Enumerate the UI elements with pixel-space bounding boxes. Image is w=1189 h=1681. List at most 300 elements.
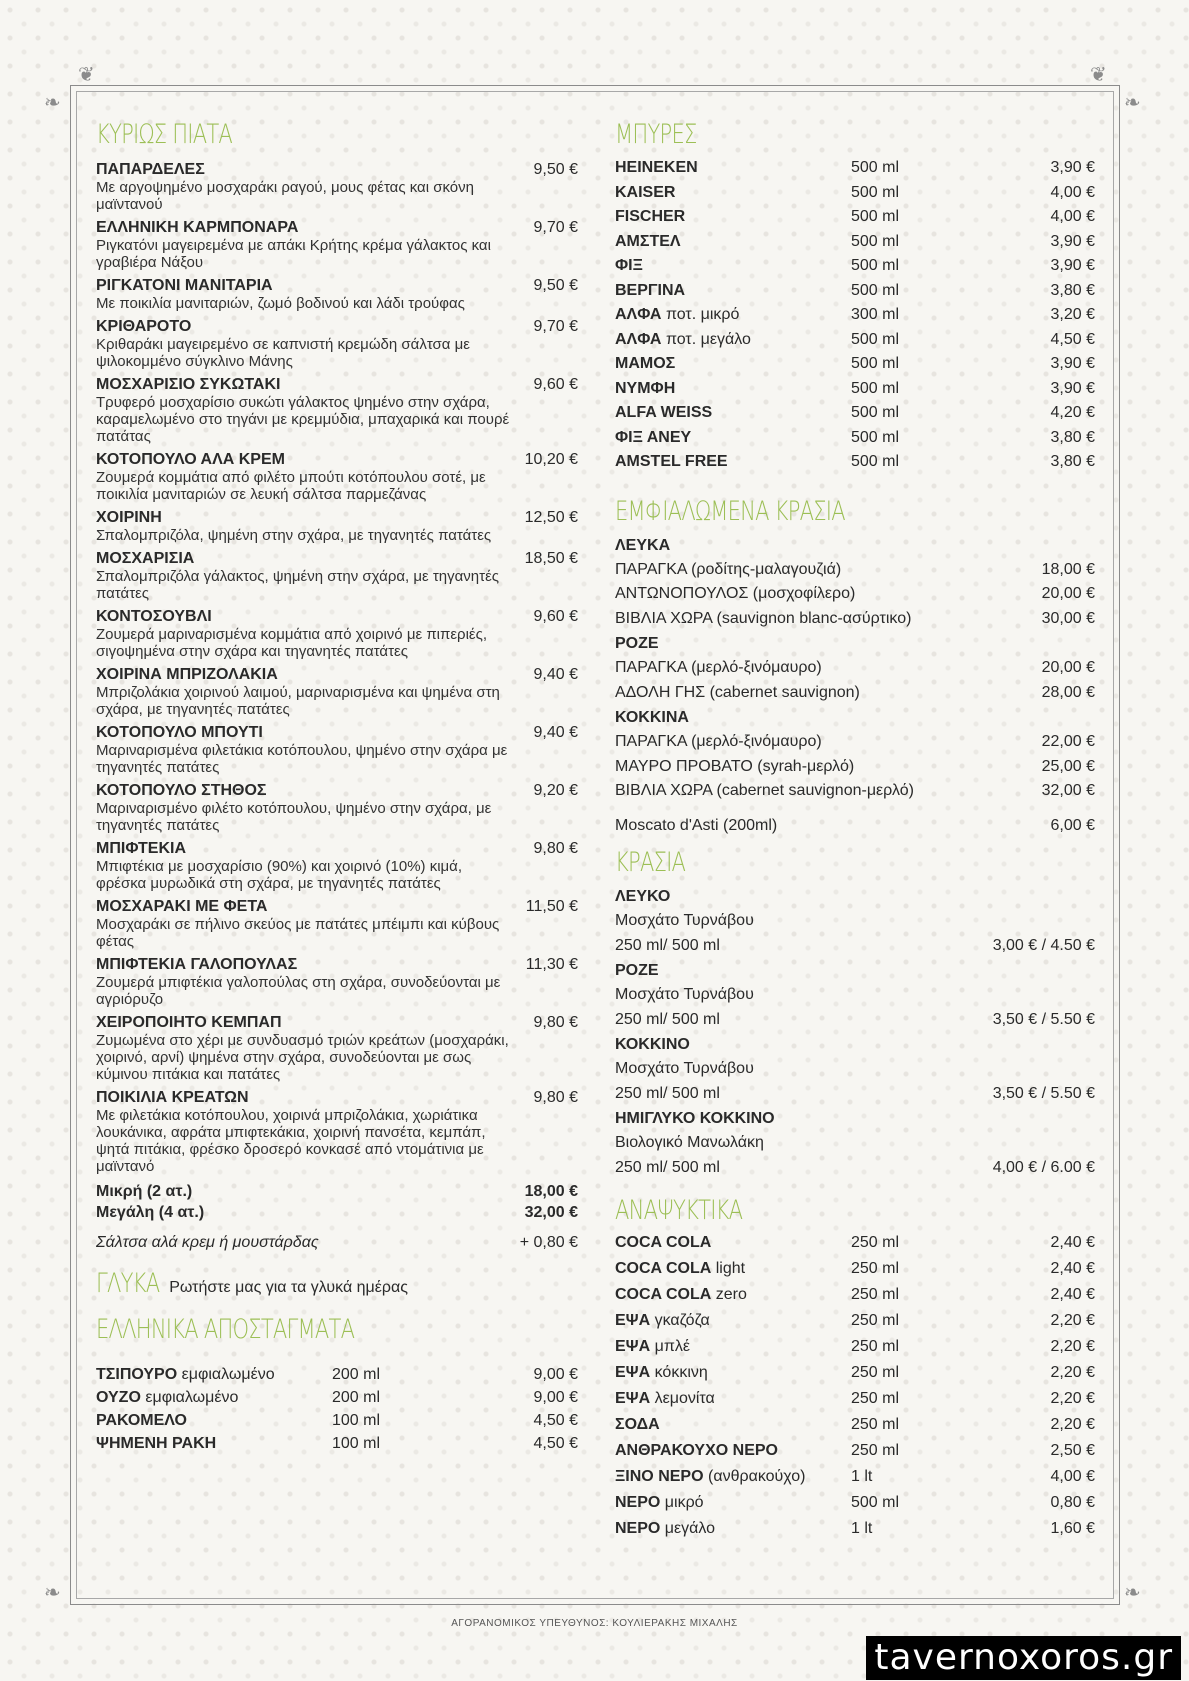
red-wines — [615, 730, 1095, 804]
drink-variant: μεγάλο — [664, 1520, 716, 1537]
drink-name: ΤΣΙΠΟΥΡΟ — [96, 1366, 178, 1383]
beers-list — [615, 156, 1095, 475]
sauce-extra — [96, 1233, 578, 1253]
drink-row — [615, 328, 1095, 353]
drink-row — [96, 1432, 578, 1455]
drink-row — [615, 1490, 1095, 1516]
drink-volume: 250 ml — [851, 1364, 900, 1381]
house-wine-price: 4,00 € / 6.00 € — [992, 1158, 1095, 1176]
drink-price: 2,20 € — [1050, 1390, 1095, 1407]
left-column — [96, 118, 578, 1455]
house-wine-name: Μοσχάτο Τυρνάβου — [615, 986, 754, 1003]
dish-name: ΚΡΙΘΑΡΟΤΟ — [96, 318, 192, 335]
drink-row — [615, 1230, 1095, 1256]
drink-price: 2,40 € — [1050, 1286, 1095, 1303]
soft-drinks-list — [615, 1230, 1095, 1542]
drink-row — [615, 377, 1095, 402]
drink-volume: 1 lt — [851, 1520, 873, 1537]
drink-price: 3,80 € — [1050, 453, 1095, 470]
wine-price: 20,00 € — [1041, 585, 1095, 602]
drink-row — [615, 279, 1095, 304]
rose-wines — [615, 656, 1095, 705]
drink-name-cell — [615, 328, 851, 353]
wine-price: 20,00 € — [1041, 659, 1095, 676]
dish-description: Σπαλομπριζόλα, ψημένη στην σχάρα, με τηγανητές πατάτες — [96, 527, 492, 544]
drink-variant: ποτ. μεγάλο — [665, 330, 751, 348]
dish-description: Με ποικιλία μανιταριών, ζωμό βοδινού και λάδι τρούφας — [96, 295, 465, 312]
dish-name: ΜΠΙΦΤΕΚΙΑ ΓΑΛΟΠΟΥΛΑΣ — [96, 956, 298, 973]
dish-description: Κριθαράκι μαγειρεμένο σε καπνιστή κρεμώδη σάλτσα με ψιλοκομμένο σύγκλινο Μάνης — [96, 336, 470, 370]
drink-volume: 500 ml — [851, 257, 900, 274]
rose-wines-label: ΡΟΖΕ — [615, 635, 659, 652]
platter-size-price: 32,00 € — [524, 1204, 578, 1221]
wine-price: 22,00 € — [1041, 733, 1095, 750]
dish-price: 9,50 € — [533, 161, 578, 178]
drink-name: FISCHER — [615, 208, 686, 225]
drink-price: 4,50 € — [533, 1435, 578, 1452]
drink-volume: 250 ml — [851, 1338, 900, 1355]
dish-price: 9,80 € — [533, 840, 578, 857]
dish-name: ΜΟΣΧΑΡΙΣΙΑ — [96, 550, 195, 567]
house-wine-sizes: 250 ml/ 500 ml — [615, 1158, 720, 1176]
drink-name: ΦΙΞ — [615, 257, 643, 274]
dish-item — [96, 898, 578, 950]
platter-size-label: Μεγάλη (4 ατ.) — [96, 1204, 205, 1221]
drink-price: 3,90 € — [1050, 355, 1095, 372]
house-wine-name: Μοσχάτο Τυρνάβου — [615, 1060, 754, 1077]
drink-price: 2,20 € — [1050, 1364, 1095, 1381]
house-wine-row — [615, 1156, 1095, 1181]
dish-item — [96, 550, 578, 602]
drink-price: 2,40 € — [1050, 1234, 1095, 1251]
wine-row — [615, 779, 1095, 804]
dish-price: 9,40 € — [533, 724, 578, 741]
drink-price: 2,20 € — [1050, 1338, 1095, 1355]
dish-price: 11,50 € — [525, 898, 578, 915]
drink-price: 9,00 € — [533, 1389, 578, 1406]
house-wine-row — [615, 1082, 1095, 1107]
dish-item — [96, 161, 578, 213]
house-wine-name: Βιολογικό Μανωλάκη — [615, 1134, 764, 1151]
drink-name-cell — [615, 1256, 851, 1282]
house-wine-label: ΡΟΖΕ — [615, 962, 659, 979]
drink-name: ALFA WEISS — [615, 404, 713, 421]
corner-flourish-icon: ❧ — [1124, 90, 1141, 114]
drink-volume: 1 lt — [851, 1468, 873, 1485]
wine-name: ΠΑΡΑΓΚΑ (ροδίτης-μαλαγουζιά) — [615, 560, 842, 578]
drink-row — [615, 1282, 1095, 1308]
wine-price: 30,00 € — [1041, 609, 1095, 627]
dish-name: ΜΠΙΦΤΕΚΙΑ — [96, 840, 187, 857]
drink-name-cell — [615, 450, 851, 475]
wine-row — [615, 607, 1095, 632]
corner-flourish-icon: ❧ — [44, 1580, 61, 1604]
dish-name: ΜΟΣΧΑΡΑΚΙ ΜΕ ΦΕΤΑ — [96, 898, 268, 915]
dish-price: 9,80 € — [533, 1014, 578, 1031]
dish-name: ΠΟΙΚΙΛΙΑ ΚΡΕΑΤΩΝ — [96, 1089, 249, 1106]
drink-volume: 500 ml — [851, 183, 900, 201]
dish-item — [96, 318, 578, 370]
drink-name: ΑΜΣΤΕΛ — [615, 232, 681, 250]
dish-description: Μπιφτέκια με μοσχαρίσιο (90%) και χοιρινό (10%) κιμά, φρέσκα μυρωδικά στη σχάρα, με τηγανητές πατάτες — [96, 858, 463, 892]
dish-item — [96, 277, 578, 312]
dish-price: 9,20 € — [533, 782, 578, 799]
drink-volume: 500 ml — [851, 208, 900, 225]
drink-volume: 250 ml — [851, 1312, 900, 1329]
house-wine-price: 3,00 € / 4.50 € — [992, 936, 1095, 954]
wine-row — [615, 558, 1095, 583]
dish-description: Μαριναρισμένο φιλέτο κοτόπουλου, ψημένο στην σχάρα, με τηγανητές πατάτες — [96, 800, 492, 834]
drink-row — [96, 1363, 578, 1386]
drink-price: 2,40 € — [1050, 1260, 1095, 1277]
dish-description: Μαριναρισμένα φιλετάκια κοτόπουλου, ψημένο στην σχάρα με τηγανητές πατάτες — [96, 742, 508, 776]
drink-name: ΣΟΔΑ — [615, 1416, 660, 1433]
drink-price: 3,90 € — [1050, 159, 1095, 176]
drink-volume: 500 ml — [851, 453, 900, 470]
drink-variant: μπλέ — [654, 1338, 691, 1355]
drink-price: 4,00 € — [1050, 183, 1095, 201]
drink-volume: 200 ml — [332, 1389, 381, 1406]
drink-name: ΑΛΦΑ — [615, 306, 662, 323]
drink-variant: light — [715, 1260, 746, 1277]
house-wine-sizes: 250 ml/ 500 ml — [615, 1084, 720, 1102]
drink-price: 3,20 € — [1050, 306, 1095, 323]
drink-name-cell — [615, 1386, 851, 1412]
drink-name: ΝΥΜΦΗ — [615, 379, 676, 397]
drink-volume: 250 ml — [851, 1390, 900, 1407]
house-wine-name: Μοσχάτο Τυρνάβου — [615, 912, 754, 929]
drink-volume: 500 ml — [851, 1494, 900, 1511]
drink-volume: 250 ml — [851, 1286, 900, 1303]
drink-price: 2,50 € — [1050, 1442, 1095, 1459]
drink-name: ΜΑΜΟΣ — [615, 355, 676, 372]
drink-name: ΕΨΑ — [615, 1364, 651, 1381]
sweets-note: Ρωτήστε μας για τα γλυκά ημέρας — [169, 1279, 408, 1296]
drink-row — [615, 1438, 1095, 1464]
dish-name: ΜΟΣΧΑΡΙΣΙΟ ΣΥΚΩΤΑΚΙ — [96, 376, 281, 393]
house-wine-row — [615, 1008, 1095, 1033]
mains-list — [96, 161, 578, 1175]
wine-name: ΒΙΒΛΙΑ ΧΩΡΑ (sauvignon blanc-ασύρτικο) — [615, 609, 912, 627]
dish-description: Ζουμερά μαριναρισμένα κομμάτια από χοιρινό με πιπεριές, σιγοψημένα στην σχάρα και τηγανητές πατάτες — [96, 626, 487, 660]
drink-row — [615, 450, 1095, 475]
drink-price: 9,00 € — [533, 1366, 578, 1383]
drink-name-cell — [615, 1308, 851, 1334]
dish-name: ΚΟΤΟΠΟΥΛΟ ΣΤΗΘΟΣ — [96, 782, 267, 799]
wine-row — [615, 582, 1095, 607]
dish-description: Ζουμερά μπιφτέκια γαλοπούλας στη σχάρα, συνοδεύονται με αγριόρυζο — [96, 974, 501, 1008]
drink-name-cell — [615, 303, 851, 328]
drink-price: 3,80 € — [1050, 428, 1095, 446]
drink-variant: εμφιαλωμένο — [181, 1366, 275, 1383]
beers-title: ΜΠΥΡΕΣ — [615, 119, 697, 150]
drink-volume: 500 ml — [851, 355, 900, 372]
drink-volume: 250 ml — [851, 1442, 900, 1459]
drink-volume: 250 ml — [851, 1260, 900, 1277]
dish-name: ΧΟΙΡΙΝΑ ΜΠΡΙΖΟΛΑΚΙΑ — [96, 666, 278, 683]
right-column — [615, 118, 1095, 1542]
drink-name-cell — [615, 352, 851, 377]
dish-price: 11,30 € — [525, 956, 578, 973]
drink-name: ΦΙΞ ΑΝΕΥ — [615, 428, 692, 446]
drink-volume: 500 ml — [851, 404, 900, 421]
drink-volume: 200 ml — [332, 1366, 381, 1383]
drink-name-cell — [615, 230, 851, 255]
drink-name: ΨΗΜΕΝΗ ΡΑΚΗ — [96, 1435, 217, 1452]
moscato-price: 6,00 € — [1050, 816, 1095, 834]
dish-price: 9,60 € — [533, 608, 578, 625]
dish-item — [96, 782, 578, 834]
dish-name: ΧΟΙΡΙΝΗ — [96, 509, 162, 526]
corner-flourish-icon: ❧ — [44, 90, 61, 114]
drink-name-cell — [615, 1334, 851, 1360]
moscato-name: Moscato d'Asti (200ml) — [615, 816, 778, 834]
drink-row — [615, 1334, 1095, 1360]
dish-item — [96, 608, 578, 660]
drink-name: HEINEKEN — [615, 159, 698, 176]
dish-description: Με αργοψημένο μοσχαράκι ραγού, μους φέτας και σκόνη μαϊντανού — [96, 179, 474, 213]
drink-volume: 500 ml — [851, 159, 900, 176]
footer-responsible: ΑΓΟΡΑΝΟΜΙΚΟΣ ΥΠΕΥΘΥΝΟΣ: ΚΟΥΛΙΕΡΑΚΗΣ ΜΙΧΑΛΗΣ — [451, 1618, 738, 1629]
drink-row — [615, 181, 1095, 206]
drink-price: 4,50 € — [533, 1412, 578, 1429]
drink-price: 3,90 € — [1050, 257, 1095, 274]
soft-drinks-title: ΑΝΑΨΥΚΤΙΚΑ — [615, 1195, 743, 1226]
drink-price: 3,80 € — [1050, 281, 1095, 299]
platter-size-label: Μικρή (2 ατ.) — [96, 1183, 193, 1200]
drink-volume: 250 ml — [851, 1416, 900, 1433]
dish-item — [96, 840, 578, 892]
wine-row — [615, 730, 1095, 755]
drink-price: 3,90 € — [1050, 232, 1095, 250]
platter-size-row — [96, 1202, 578, 1223]
drink-price: 0,80 € — [1050, 1494, 1095, 1511]
drink-row — [615, 1464, 1095, 1490]
drink-name: ΕΨΑ — [615, 1312, 651, 1329]
dish-name: ΚΟΝΤΟΣΟΥΒΛΙ — [96, 608, 212, 625]
wine-row — [615, 681, 1095, 706]
wine-price: 28,00 € — [1041, 683, 1095, 701]
drink-name: ΑΝΘΡΑΚΟΥΧΟ ΝΕΡΟ — [615, 1442, 778, 1459]
drink-row — [615, 230, 1095, 255]
drink-variant: κόκκινη — [654, 1364, 708, 1381]
drink-name-cell — [615, 279, 851, 304]
drink-row — [615, 1516, 1095, 1542]
white-wines — [615, 558, 1095, 632]
red-wines-label: ΚΟΚΚΙΝΑ — [615, 709, 689, 726]
sauce-extra-label: Σάλτσα αλά κρεμ ή μουστάρδας — [96, 1234, 319, 1251]
wine-price: 32,00 € — [1041, 782, 1095, 799]
drink-name-cell — [615, 205, 851, 230]
dish-name: ΠΑΠΑΡΔΕΛΕΣ — [96, 161, 205, 178]
platter-size-price: 18,00 € — [524, 1183, 578, 1200]
wine-name: ΑΝΤΩΝΟΠΟΥΛΟΣ (μοσχοφίλερο) — [615, 585, 856, 602]
dish-price: 9,40 € — [533, 666, 578, 683]
drink-name: ΝΕΡΟ — [615, 1520, 661, 1537]
drink-name: ΑΛΦΑ — [615, 330, 662, 348]
sauce-extra-price: + 0,80 € — [519, 1234, 578, 1251]
drink-name: KAISER — [615, 183, 676, 201]
dish-name: ΚΟΤΟΠΟΥΛΟ ΜΠΟΥΤΙ — [96, 724, 263, 741]
house-wine-label: ΚΟΚΚΙΝΟ — [615, 1036, 690, 1053]
dish-description: Ζυμωμένα στο χέρι με συνδυασμό τριών κρεάτων (μοσχαράκι, χοιρινό, αρνί) ψημένα στην σχάρα, συνοδεύονται με σως κύμινου πιτάκια και πατάτες — [96, 1032, 509, 1083]
drink-name: COCA COLA — [615, 1260, 712, 1277]
mains-title: ΚΥΡΙΩΣ ΠΙΑΤΑ — [96, 119, 233, 150]
drink-volume: 500 ml — [851, 330, 900, 348]
drink-volume: 100 ml — [332, 1412, 381, 1429]
drink-name-cell — [615, 1490, 851, 1516]
drink-row — [615, 401, 1095, 426]
dish-item — [96, 666, 578, 718]
wine-price: 25,00 € — [1041, 757, 1095, 775]
drink-price: 3,90 € — [1050, 379, 1095, 397]
dish-name: ΕΛΛΗΝΙΚΗ ΚΑΡΜΠΟΝΑΡΑ — [96, 219, 299, 236]
drink-name-cell — [615, 1230, 851, 1256]
house-wine-row — [615, 934, 1095, 959]
platter-sizes — [96, 1181, 578, 1223]
dish-item — [96, 1089, 578, 1175]
dish-description: Τρυφερό μοσχαρίσιο συκώτι γάλακτος ψημένο στην σχάρα, καραμελωμένο στο τηγάνι με κρεμμύδια, μπαχαρικά και πουρέ πατάτας — [96, 394, 510, 445]
drink-name-cell — [96, 1409, 332, 1432]
house-wine-sizes: 250 ml/ 500 ml — [615, 1010, 720, 1028]
drink-volume: 500 ml — [851, 379, 900, 397]
drink-row — [615, 1386, 1095, 1412]
dish-description: Σπαλομπριζόλα γάλακτος, ψημένη στην σχάρα, με τηγανητές πατάτες — [96, 568, 499, 602]
dish-description: Ριγκατόνι μαγειρεμένα με απάκι Κρήτης κρέμα γάλακτος και γραβιέρα Νάξου — [96, 237, 491, 271]
drink-volume: 500 ml — [851, 232, 900, 250]
drink-name: COCA COLA — [615, 1234, 712, 1251]
drink-name: ΟΥΖΟ — [96, 1389, 141, 1406]
drink-price: 4,20 € — [1050, 404, 1095, 421]
dish-price: 9,80 € — [533, 1089, 578, 1106]
drink-variant: (ανθρακούχο) — [707, 1468, 806, 1485]
dish-item — [96, 509, 578, 544]
drink-price: 4,00 € — [1050, 208, 1095, 225]
spirits-list — [96, 1363, 578, 1455]
wine-name: ΠΑΡΑΓΚΑ (μερλό-ξινόμαυρο) — [615, 659, 822, 676]
drink-name-cell — [96, 1432, 332, 1455]
drink-variant: zero — [715, 1286, 747, 1303]
dish-item — [96, 376, 578, 445]
drink-name: ΕΨΑ — [615, 1390, 651, 1407]
drink-name-cell — [615, 1412, 851, 1438]
dish-name: ΡΙΓΚΑΤΟΝΙ ΜΑΝΙΤΑΡΙΑ — [96, 277, 273, 294]
dish-price: 9,60 € — [533, 376, 578, 393]
drink-volume: 250 ml — [851, 1234, 900, 1251]
house-wine-label: ΗΜΙΓΛΥΚΟ ΚΟΚΚΙΝΟ — [615, 1110, 775, 1127]
house-wine-sizes: 250 ml/ 500 ml — [615, 936, 720, 954]
drink-row — [96, 1409, 578, 1432]
wine-name: ΑΔΟΛΗ ΓΗΣ (cabernet sauvignon) — [615, 683, 860, 701]
drink-name-cell — [615, 1438, 851, 1464]
drink-name-cell — [615, 156, 851, 181]
drink-name-cell — [96, 1386, 332, 1409]
corner-flourish-icon: ❦ — [78, 62, 95, 86]
wine-name: ΜΑΥΡΟ ΠΡΟΒΑΤΟ (syrah-μερλό) — [615, 757, 855, 775]
drink-row — [615, 254, 1095, 279]
bottled-wines-list — [615, 533, 1095, 839]
drink-row — [615, 1412, 1095, 1438]
drink-name: AMSTEL FREE — [615, 453, 728, 470]
sweets-section — [96, 1267, 578, 1301]
wine-row — [615, 656, 1095, 681]
drink-row — [615, 1308, 1095, 1334]
drink-row — [96, 1386, 578, 1409]
dish-price: 9,70 € — [533, 318, 578, 335]
drink-volume: 500 ml — [851, 281, 900, 299]
wines-title: ΚΡΑΣΙΑ — [615, 847, 686, 878]
drink-row — [615, 426, 1095, 451]
drink-name-cell — [615, 1516, 851, 1542]
moscato-row — [615, 814, 1095, 839]
drink-variant: γκαζόζα — [654, 1312, 710, 1329]
drink-name-cell — [615, 1464, 851, 1490]
dish-item — [96, 219, 578, 271]
drink-row — [615, 1256, 1095, 1282]
drink-name: ΒΕΡΓΙΝΑ — [615, 281, 686, 299]
drink-name-cell — [615, 426, 851, 451]
drink-name: COCA COLA — [615, 1286, 712, 1303]
drink-volume: 300 ml — [851, 306, 900, 323]
house-wine-label: ΛΕΥΚΟ — [615, 888, 671, 905]
dish-item — [96, 956, 578, 1008]
wine-row — [615, 755, 1095, 780]
platter-size-row — [96, 1181, 578, 1202]
spirits-title: ΕΛΛΗΝΙΚΑ ΑΠΟΣΤΑΓΜΑΤΑ — [96, 1314, 355, 1345]
drink-variant: λεμονίτα — [654, 1390, 715, 1407]
wine-price: 18,00 € — [1041, 560, 1095, 578]
house-wines-list — [615, 884, 1095, 1180]
drink-price: 2,20 € — [1050, 1312, 1095, 1329]
drink-variant: μικρό — [664, 1494, 704, 1511]
dish-name: ΚΟΤΟΠΟΥΛΟ ΑΛΑ ΚΡΕΜ — [96, 451, 285, 468]
dish-price: 10,20 € — [524, 451, 578, 468]
wine-name: ΒΙΒΛΙΑ ΧΩΡΑ (cabernet sauvignon-μερλό) — [615, 782, 914, 799]
drink-name-cell — [615, 1282, 851, 1308]
dish-description: Με φιλετάκια κοτόπουλου, χοιρινά μπριζολάκια, χωριάτικα λουκάνικα, αφράτα μπιφτεκάκια, χοιρινή πανσέτα, κεμπάπ, ψητά πιτάκια, φρέσκο δροσερό κονκασέ από ντομάτινια με μαϊντανό — [96, 1107, 486, 1175]
dish-price: 9,50 € — [533, 277, 578, 294]
dish-description: Μπριζολάκια χοιρινού λαιμού, μαριναρισμένα και ψημένα στη σχάρα, με τηγανητές πατάτες — [96, 684, 500, 718]
drink-volume: 500 ml — [851, 428, 900, 446]
drink-price: 1,60 € — [1050, 1520, 1095, 1537]
drink-row — [615, 1360, 1095, 1386]
corner-flourish-icon: ❦ — [1090, 62, 1107, 86]
bottled-wines-title: ΕΜΦΙΑΛΩΜΕΝΑ ΚΡΑΣΙΑ — [615, 495, 845, 527]
house-wine-price: 3,50 € / 5.50 € — [992, 1010, 1095, 1028]
house-wine-price: 3,50 € / 5.50 € — [992, 1084, 1095, 1102]
drink-name-cell — [96, 1363, 332, 1386]
dish-description: Ζουμερά κομμάτια από φιλέτο μπούτι κοτόπουλου σοτέ, με ποικιλία μανιταριών σε λευκή σάλτσα παρμεζάνας — [96, 469, 486, 503]
drink-name: ΝΕΡΟ — [615, 1494, 661, 1511]
dish-name: ΧΕΙΡΟΠΟΙΗΤΟ ΚΕΜΠΑΠ — [96, 1014, 282, 1031]
drink-name: ΡΑΚΟΜΕΛΟ — [96, 1412, 187, 1429]
drink-volume: 100 ml — [332, 1435, 381, 1452]
drink-variant: εμφιαλωμένο — [145, 1389, 239, 1406]
drink-row — [615, 156, 1095, 181]
drink-name: ΕΨΑ — [615, 1338, 651, 1355]
corner-flourish-icon: ❧ — [1124, 1580, 1141, 1604]
dish-price: 18,50 € — [524, 550, 578, 567]
white-wines-label: ΛΕΥΚΑ — [615, 536, 671, 554]
drink-price: 4,00 € — [1050, 1468, 1095, 1485]
drink-name: ΞΙΝΟ ΝΕΡΟ — [615, 1468, 704, 1485]
drink-row — [615, 352, 1095, 377]
drink-name-cell — [615, 377, 851, 402]
drink-price: 2,20 € — [1050, 1416, 1095, 1433]
drink-row — [615, 205, 1095, 230]
drink-row — [615, 303, 1095, 328]
drink-variant: ποτ. μικρό — [665, 306, 740, 323]
